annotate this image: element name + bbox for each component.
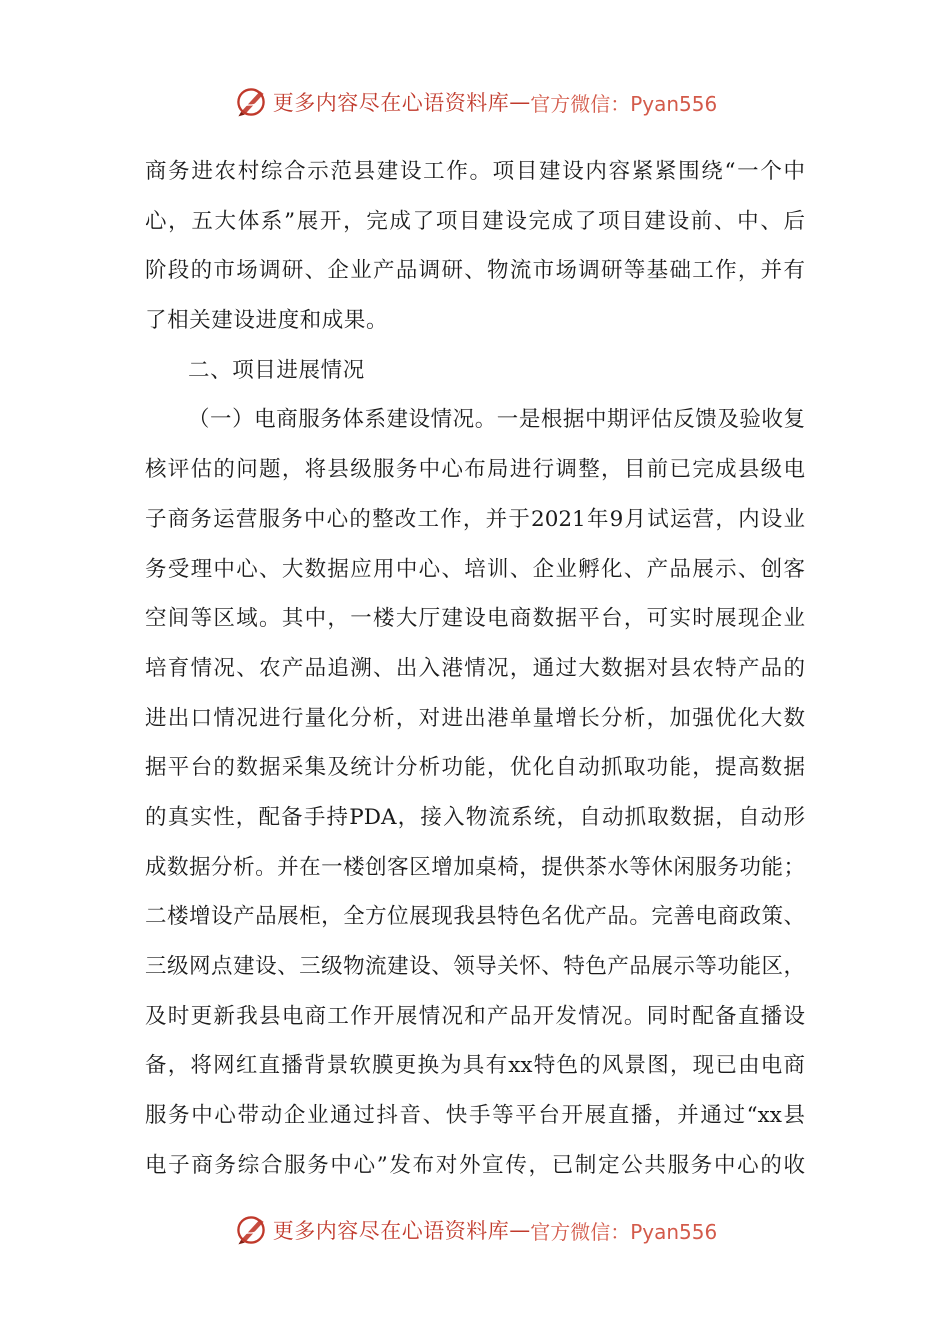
document-body <box>145 147 805 1190</box>
paragraph-line: 二楼增设产品展柜，全方位展现我县特色名优产品。完善电商政策、 <box>145 904 805 930</box>
paragraph-line: 的真实性，配备手持PDA，接入物流系统，自动抓取数据，自动形 <box>145 804 805 830</box>
pen-logo-icon <box>233 84 269 120</box>
paragraph-line: 及时更新我县电商工作开展情况和产品开发情况。同时配备直播设 <box>145 1003 805 1029</box>
paragraph-line: 三级网点建设、三级物流建设、领导关怀、特色产品展示等功能区， <box>145 954 805 979</box>
paragraph-line: 商务进农村综合示范县建设工作。项目建设内容紧紧围绕“一个中 <box>145 159 805 184</box>
paragraph-line: （一）电商服务体系建设情况。一是根据中期评估反馈及验收复 <box>188 407 805 433</box>
paragraph-line: 二、项目进展情况 <box>188 357 365 383</box>
watermark-banner-top <box>0 80 950 124</box>
pen-logo-icon <box>233 1212 269 1248</box>
paragraph-line: 阶段的市场调研、企业产品调研、物流市场调研等基础工作，并有 <box>145 258 805 284</box>
paragraph-line: 心，五大体系”展开，完成了项目建设完成了项目建设前、中、后 <box>145 208 805 234</box>
watermark-banner-bottom <box>0 1208 950 1252</box>
paragraph-line: 备，将网红直播背景软膜更换为具有xx特色的风景图，现已由电商 <box>145 1053 805 1079</box>
paragraph-line: 核评估的问题，将县级服务中心布局进行调整，目前已完成县级电 <box>145 457 805 483</box>
paragraph-line: 进出口情况进行量化分析，对进出港单量增长分析，加强优化大数 <box>145 705 805 731</box>
watermark-contact: 官方微信：Pyan556 <box>530 91 718 116</box>
paragraph-line: 服务中心带动企业通过抖音、快手等平台开展直播，并通过“xx县 <box>145 1103 805 1129</box>
paragraph-line: 成数据分析。并在一楼创客区增加桌椅，提供茶水等休闲服务功能； <box>145 854 805 880</box>
paragraph-line: 子商务运营服务中心的整改工作，并于2021年9月试运营，内设业 <box>145 506 805 532</box>
watermark-text: 更多内容尽在心语资料库 <box>272 1219 510 1243</box>
watermark-separator: — <box>509 90 531 114</box>
paragraph-line: 空间等区域。其中，一楼大厅建设电商数据平台，可实时展现企业 <box>145 606 805 632</box>
paragraph-line: 培育情况、农产品追溯、出入港情况，通过大数据对县农特产品的 <box>145 655 805 681</box>
watermark-separator: — <box>509 1218 531 1242</box>
paragraph-line: 据平台的数据采集及统计分析功能，优化自动抓取功能，提高数据 <box>145 755 805 781</box>
paragraph-line: 电子商务综合服务中心”发布对外宣传，已制定公共服务中心的收 <box>145 1152 805 1178</box>
paragraph-line: 了相关建设进度和成果。 <box>145 308 389 334</box>
watermark-contact: 官方微信：Pyan556 <box>530 1219 718 1244</box>
watermark-text: 更多内容尽在心语资料库 <box>272 91 510 115</box>
paragraph-line: 务受理中心、大数据应用中心、培训、企业孵化、产品展示、创客 <box>145 556 805 582</box>
